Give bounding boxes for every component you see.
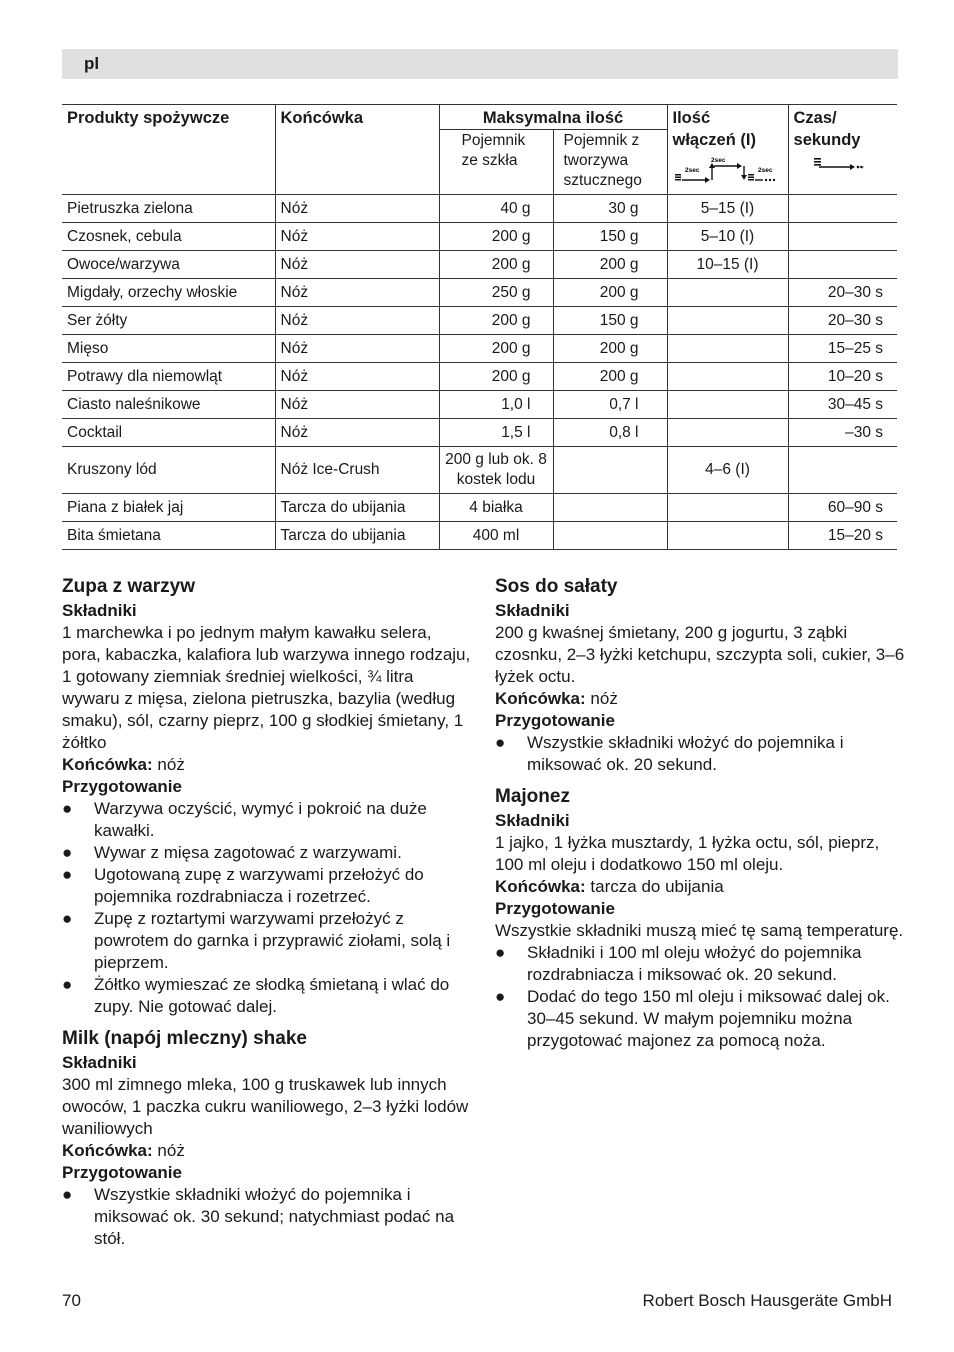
ingredients-heading: Składniki xyxy=(62,1053,137,1072)
recipe-title: Zupa z warzyw xyxy=(62,576,196,597)
company-name: Robert Bosch Hausgeräte GmbH xyxy=(642,1291,892,1310)
pulse-arrows-icon xyxy=(673,155,783,183)
cell-pulses: 4–6 (I) xyxy=(667,447,788,494)
table-row xyxy=(62,307,897,335)
preparation-heading: Przygotowanie xyxy=(495,899,615,918)
ingredients-heading: Składniki xyxy=(495,811,570,830)
preparation-heading: Przygotowanie xyxy=(495,711,615,730)
svg-text:2sec: 2sec xyxy=(684,167,699,174)
bullet-icon: ● xyxy=(495,733,506,752)
cell-product: Mięso xyxy=(62,335,275,363)
language-tag: pl xyxy=(62,49,898,79)
cell-pulses xyxy=(667,307,788,335)
cell-plastic: 150 g xyxy=(553,223,667,251)
bullet-icon: ● xyxy=(62,975,73,994)
cell-attachment: Nóż xyxy=(275,335,439,363)
cell-plastic xyxy=(553,522,667,550)
ingredients-text: 1 marchewka i po jednym małym kawałku selera, pora, kabaczka, kalafiora lub warzywa innego rodzaju, 1 gotowany ziemniak średniej wielkości, ¾ litra wywaru z mięsa, zielona pietruszka, bazylia (według smaku), sól, czarny pieprz, 100 g słodkiej śmietany, 1 żółtko xyxy=(62,623,471,752)
step-text: Wszystkie składniki włożyć do pojemnika i miksować ok. 30 sekund; natychmiast podać na stół. xyxy=(94,1185,455,1248)
attachment-value: nóż xyxy=(590,689,618,708)
table-row xyxy=(62,522,897,550)
list-item xyxy=(62,974,472,1018)
page-number: 70 xyxy=(62,1291,81,1310)
cell-time: 15–20 s xyxy=(788,522,897,550)
attachment-line xyxy=(62,1140,472,1162)
cell-product: Ciasto naleśnikowe xyxy=(62,391,275,419)
settings-table xyxy=(62,104,897,550)
bullet-icon: ● xyxy=(495,987,506,1006)
cell-plastic: 200 g xyxy=(553,251,667,279)
cell-time: –30 s xyxy=(788,419,897,447)
cell-pulses: 5–10 (I) xyxy=(667,223,788,251)
bullet-icon: ● xyxy=(62,799,73,818)
cell-attachment: Nóż xyxy=(275,419,439,447)
attachment-value: nóż xyxy=(157,1141,185,1160)
steps-list xyxy=(495,732,905,776)
cell-product: Ser żółty xyxy=(62,307,275,335)
cell-time: 20–30 s xyxy=(788,279,897,307)
cell-pulses xyxy=(667,363,788,391)
cell-time xyxy=(788,195,897,223)
cell-product: Migdały, orzechy włoskie xyxy=(62,279,275,307)
cell-pulses: 10–15 (I) xyxy=(667,251,788,279)
cell-time: 15–25 s xyxy=(788,335,897,363)
cell-product: Potrawy dla niemowląt xyxy=(62,363,275,391)
cell-product: Bita śmietana xyxy=(62,522,275,550)
step-text: Wywar z mięsa zagotować z warzywami. xyxy=(94,843,402,862)
cell-product: Kruszony lód xyxy=(62,447,275,494)
table-row xyxy=(62,223,897,251)
step-text: Składniki i 100 ml oleju włożyć do pojemnika rozdrabniacza i miksować ok. 20 sekund. xyxy=(527,943,862,984)
list-item xyxy=(495,986,905,1052)
ingredients-text: 300 ml zimnego mleka, 100 g truskawek lub innych owoców, 1 paczka cukru waniliowego, 2–3 łyżki lodów waniliowych xyxy=(62,1075,469,1138)
continuous-run-icon xyxy=(794,155,893,171)
cell-time: 60–90 s xyxy=(788,494,897,522)
attachment-label: Końcówka: xyxy=(495,877,586,896)
header-attachment: Końcówka xyxy=(275,105,439,195)
table-row xyxy=(62,335,897,363)
cell-glass: 200 g xyxy=(439,335,553,363)
cell-plastic: 30 g xyxy=(553,195,667,223)
bullet-icon: ● xyxy=(62,1185,73,1204)
attachment-line xyxy=(62,754,472,776)
step-text: Zupę z roztartymi warzywami przełożyć z powrotem do garnka i przyprawić ziołami, solą i pieprzem. xyxy=(94,909,451,972)
step-text: Dodać do tego 150 ml oleju i miksować dalej ok. 30–45 sekund. W małym pojemniku można przygotować majonez za pomocą noża. xyxy=(527,987,890,1050)
cell-glass: 200 g xyxy=(439,363,553,391)
list-item xyxy=(62,908,472,974)
cell-plastic xyxy=(553,494,667,522)
cell-attachment: Nóż xyxy=(275,307,439,335)
header-time xyxy=(788,105,897,195)
recipe-soup xyxy=(62,574,472,1018)
cell-glass: 250 g xyxy=(439,279,553,307)
attachment-label: Końcówka: xyxy=(495,689,586,708)
attachment-value: nóż xyxy=(157,755,185,774)
header-time-label: Czas/ sekundy xyxy=(793,109,861,149)
bullet-icon: ● xyxy=(495,943,506,962)
header-plastic: Pojemnik z tworzywa sztucznego xyxy=(553,130,667,195)
list-item xyxy=(62,1184,472,1250)
header-max-amount: Maksymalna ilość xyxy=(439,105,667,130)
cell-time xyxy=(788,223,897,251)
ingredients-heading: Składniki xyxy=(62,601,137,620)
table-row xyxy=(62,494,897,522)
attachment-line xyxy=(495,688,905,710)
cell-glass: 4 białka xyxy=(439,494,553,522)
cell-time xyxy=(788,251,897,279)
cell-attachment: Nóż Ice-Crush xyxy=(275,447,439,494)
recipe-mayo xyxy=(495,784,905,1052)
attachment-value: tarcza do ubijania xyxy=(590,877,724,896)
step-text: Warzywa oczyścić, wymyć i pokroić na duże kawałki. xyxy=(94,799,427,840)
table-row xyxy=(62,363,897,391)
cell-attachment: Nóż xyxy=(275,391,439,419)
cell-plastic: 0,8 l xyxy=(553,419,667,447)
preparation-heading: Przygotowanie xyxy=(62,1163,182,1182)
cell-pulses xyxy=(667,391,788,419)
ingredients-heading: Składniki xyxy=(495,601,570,620)
cell-pulses xyxy=(667,279,788,307)
attachment-label: Końcówka: xyxy=(62,1141,153,1160)
step-text: Żółtko wymieszać ze słodką śmietaną i wlać do zupy. Nie gotować dalej. xyxy=(94,975,450,1016)
list-item xyxy=(62,842,472,864)
recipe-shake xyxy=(62,1026,472,1250)
cell-pulses xyxy=(667,335,788,363)
recipe-title: Sos do sałaty xyxy=(495,576,618,597)
cell-plastic: 200 g xyxy=(553,279,667,307)
cell-plastic: 0,7 l xyxy=(553,391,667,419)
cell-plastic: 200 g xyxy=(553,335,667,363)
header-pulses xyxy=(667,105,788,195)
attachment-label: Końcówka: xyxy=(62,755,153,774)
header-product: Produkty spożywcze xyxy=(62,105,275,195)
svg-text:2sec: 2sec xyxy=(757,167,772,174)
step-text: Wszystkie składniki włożyć do pojemnika i miksować ok. 20 sekund. xyxy=(527,733,844,774)
table-row xyxy=(62,195,897,223)
cell-attachment: Tarcza do ubijania xyxy=(275,522,439,550)
cell-pulses: 5–15 (I) xyxy=(667,195,788,223)
cell-product: Piana z białek jaj xyxy=(62,494,275,522)
preparation-note: Wszystkie składniki muszą mieć tę samą temperaturę. xyxy=(495,921,904,940)
cell-time: 20–30 s xyxy=(788,307,897,335)
cell-glass: 200 g lub ok. 8 kostek lodu xyxy=(439,447,553,494)
cell-glass: 200 g xyxy=(439,307,553,335)
table-row xyxy=(62,391,897,419)
cell-pulses xyxy=(667,419,788,447)
svg-text:2sec: 2sec xyxy=(710,157,725,164)
table-row xyxy=(62,447,897,494)
table-row xyxy=(62,251,897,279)
recipe-title: Milk (napój mleczny) shake xyxy=(62,1028,307,1049)
cell-plastic: 150 g xyxy=(553,307,667,335)
header-glass: Pojemnik ze szkła xyxy=(439,130,553,195)
steps-list xyxy=(62,1184,472,1250)
table-row xyxy=(62,419,897,447)
recipe-dressing xyxy=(495,574,905,776)
attachment-line xyxy=(495,876,905,898)
bullet-icon: ● xyxy=(62,843,73,862)
cell-attachment: Nóż xyxy=(275,195,439,223)
cell-product: Czosnek, cebula xyxy=(62,223,275,251)
bullet-icon: ● xyxy=(62,909,73,928)
table-row xyxy=(62,279,897,307)
cell-attachment: Nóż xyxy=(275,279,439,307)
list-item xyxy=(495,942,905,986)
bullet-icon: ● xyxy=(62,865,73,884)
preparation-heading: Przygotowanie xyxy=(62,777,182,796)
cell-product: Pietruszka zielona xyxy=(62,195,275,223)
cell-time xyxy=(788,447,897,494)
list-item xyxy=(62,798,472,842)
cell-attachment: Nóż xyxy=(275,251,439,279)
cell-attachment: Tarcza do ubijania xyxy=(275,494,439,522)
cell-glass: 200 g xyxy=(439,223,553,251)
cell-product: Cocktail xyxy=(62,419,275,447)
list-item xyxy=(62,864,472,908)
cell-pulses xyxy=(667,494,788,522)
cell-time: 30–45 s xyxy=(788,391,897,419)
ingredients-text: 200 g kwaśnej śmietany, 200 g jogurtu, 3 ząbki czosnku, 2–3 łyżki ketchupu, szczypta soli, cukier, 3–6 łyżek octu. xyxy=(495,623,905,686)
recipe-title: Majonez xyxy=(495,786,570,807)
step-text: Ugotowaną zupę z warzywami przełożyć do pojemnika rozdrabniacza i rozetrzeć. xyxy=(94,865,424,906)
ingredients-text: 1 jajko, 1 łyżka musztardy, 1 łyżka octu, sól, pieprz, 100 ml oleju i dodatkowo 150 ml oleju. xyxy=(495,833,880,874)
cell-pulses xyxy=(667,522,788,550)
cell-glass: 40 g xyxy=(439,195,553,223)
list-item xyxy=(495,732,905,776)
cell-plastic xyxy=(553,447,667,494)
cell-glass: 1,5 l xyxy=(439,419,553,447)
header-pulses-label: Ilość włączeń (I) xyxy=(672,109,756,149)
cell-glass: 1,0 l xyxy=(439,391,553,419)
cell-plastic: 200 g xyxy=(553,363,667,391)
cell-time: 10–20 s xyxy=(788,363,897,391)
steps-list xyxy=(62,798,472,1018)
cell-attachment: Nóż xyxy=(275,363,439,391)
cell-attachment: Nóż xyxy=(275,223,439,251)
recipe-column-right xyxy=(495,574,905,1052)
cell-glass: 200 g xyxy=(439,251,553,279)
steps-list xyxy=(495,942,905,1052)
cell-product: Owoce/warzywa xyxy=(62,251,275,279)
recipe-column-left xyxy=(62,574,472,1250)
cell-glass: 400 ml xyxy=(439,522,553,550)
